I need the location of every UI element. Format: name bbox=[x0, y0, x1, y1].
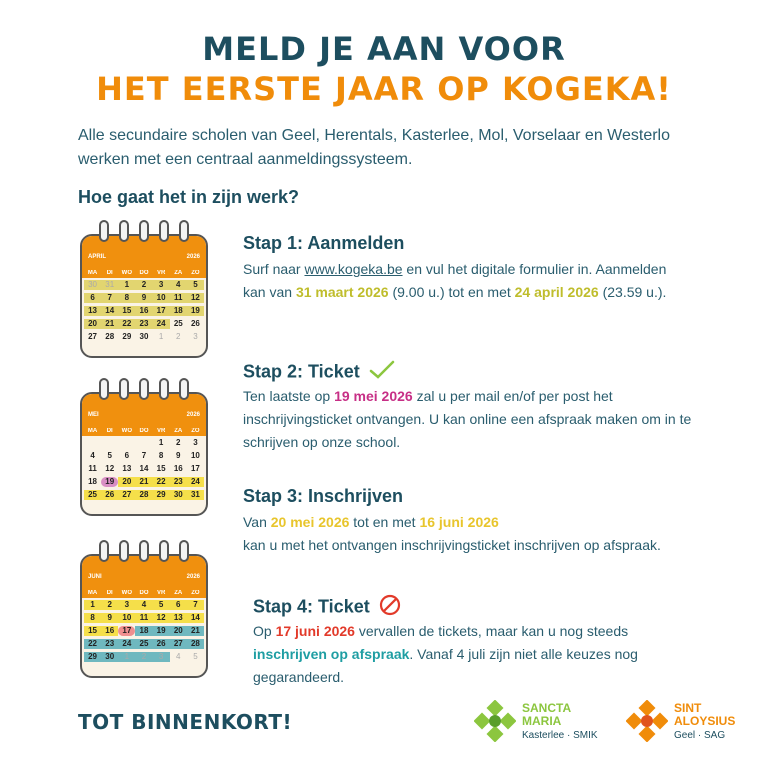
calendar-weekday: MA bbox=[87, 270, 98, 276]
calendar-weekday: DI bbox=[106, 428, 113, 434]
step4-text-b: vervallen de tickets, maar kan u nog steeds bbox=[354, 623, 629, 639]
calendar-day: 14 bbox=[101, 306, 118, 316]
calendar-weekday: MA bbox=[87, 428, 98, 434]
calendar-day: 8 bbox=[84, 613, 101, 623]
calendar-day: 18 bbox=[88, 477, 98, 486]
calendar-day: 29 bbox=[122, 332, 132, 341]
step3-text-c: kan u met het ontvangen inschrijvingsticket inschrijven op afspraak. bbox=[243, 537, 661, 553]
step3-text-b: tot en met bbox=[349, 514, 420, 530]
calendar-day: 17 bbox=[153, 306, 170, 316]
calendar-day: 1 bbox=[118, 280, 135, 290]
step4-text-a: Op bbox=[253, 623, 276, 639]
step4-text bbox=[253, 620, 673, 689]
calendar-day: 7 bbox=[187, 600, 204, 610]
step1-date-end: 24 april 2026 bbox=[514, 284, 599, 300]
calendar-day: 21 bbox=[135, 477, 152, 487]
calendar-day: 4 bbox=[176, 652, 181, 661]
calendar-day: 25 bbox=[173, 319, 183, 328]
calendar-day: 9 bbox=[176, 451, 181, 460]
calendar-year: 2026 bbox=[186, 574, 200, 580]
calendar-weekday: VR bbox=[156, 590, 166, 596]
calendar-day: 3 bbox=[153, 280, 170, 290]
calendar-day: 17 bbox=[118, 626, 135, 636]
calendar-weekday: WO bbox=[121, 270, 133, 276]
calendar-day: 19 bbox=[187, 306, 204, 316]
calendar-ring-icon bbox=[99, 220, 109, 242]
calendar-day: 25 bbox=[84, 490, 101, 500]
calendar-day: 6 bbox=[170, 600, 187, 610]
calendar-weekday: ZA bbox=[174, 590, 183, 596]
logo-sint-aloysius bbox=[626, 700, 735, 742]
calendar-day: 8 bbox=[118, 293, 135, 303]
calendar-day: 26 bbox=[101, 490, 118, 500]
calendar-month: MEI bbox=[88, 412, 99, 418]
calendar-day: 2 bbox=[135, 652, 152, 662]
logo1-sub: Kasterlee · SMIK bbox=[522, 729, 598, 741]
calendar-weekday: WO bbox=[121, 428, 133, 434]
logo1-line1: SANCTA bbox=[522, 700, 572, 715]
calendar-day: 15 bbox=[156, 464, 166, 473]
title-line-1: MELD JE AAN VOOR bbox=[202, 30, 566, 68]
calendar-day: 1 bbox=[84, 600, 101, 610]
calendar-day bbox=[135, 438, 152, 448]
calendar-day: 22 bbox=[153, 477, 170, 487]
calendar-weekday: DO bbox=[139, 590, 149, 596]
closing-text: TOT BINNENKORT! bbox=[78, 710, 293, 734]
calendar-year: 2026 bbox=[186, 254, 200, 260]
calendar-ring-icon bbox=[119, 540, 129, 562]
calendar-day: 21 bbox=[101, 319, 118, 329]
calendar-ring-icon bbox=[119, 220, 129, 242]
calendar-day: 10 bbox=[118, 613, 135, 623]
step3-text bbox=[243, 511, 713, 557]
calendar-day: 30 bbox=[84, 280, 101, 290]
calendar-page bbox=[80, 234, 208, 358]
calendar-day: 22 bbox=[84, 639, 101, 649]
calendar-rings bbox=[80, 220, 208, 244]
calendar-day: 22 bbox=[118, 319, 135, 329]
step1-text bbox=[243, 258, 673, 304]
calendar-day: 3 bbox=[153, 652, 170, 662]
calendar-day: 21 bbox=[187, 626, 204, 636]
step1-text-a: Surf naar bbox=[243, 261, 305, 277]
calendar-weekday: DI bbox=[106, 270, 113, 276]
calendar-day: 16 bbox=[101, 626, 118, 636]
calendar-ring-icon bbox=[119, 378, 129, 400]
sancta-maria-logo-icon bbox=[474, 700, 516, 742]
calendar-day: 8 bbox=[158, 451, 164, 460]
calendar-ring-icon bbox=[159, 220, 169, 242]
calendar-day: 30 bbox=[139, 332, 149, 341]
calendar-day: 4 bbox=[170, 280, 187, 290]
calendar-month: JUNI bbox=[88, 574, 102, 580]
calendar-day: 16 bbox=[173, 464, 183, 473]
calendar-day: 11 bbox=[170, 293, 187, 303]
calendar-day: 14 bbox=[187, 613, 204, 623]
calendar-weekday: VR bbox=[156, 428, 166, 434]
calendar-day: 4 bbox=[135, 600, 152, 610]
step2-date: 19 mei 2026 bbox=[334, 388, 413, 404]
calendar-day: 24 bbox=[118, 639, 135, 649]
step4-highlight: inschrijven op afspraak bbox=[253, 646, 410, 662]
calendar-ring-icon bbox=[99, 540, 109, 562]
step3-date-end: 16 juni 2026 bbox=[419, 514, 499, 530]
calendar-day: 17 bbox=[190, 464, 200, 473]
step4-text-c: . Vanaf 4 juli zijn niet alle keuzes nog gegarandeerd. bbox=[253, 646, 638, 685]
calendar-weekday: ZA bbox=[174, 428, 183, 434]
calendar-day: 27 bbox=[170, 639, 187, 649]
calendar-day: 7 bbox=[141, 451, 147, 460]
calendar-ring-icon bbox=[179, 220, 189, 242]
calendar-page bbox=[80, 554, 208, 678]
calendar-page bbox=[80, 392, 208, 516]
calendar-day: 18 bbox=[135, 626, 152, 636]
calendar-day: 16 bbox=[135, 306, 152, 316]
calendar-weekday: MA bbox=[87, 590, 98, 596]
calendar-day: 26 bbox=[190, 319, 200, 328]
calendar-day: 30 bbox=[170, 490, 187, 500]
calendar-weekday: ZO bbox=[191, 428, 200, 434]
calendar-day: 23 bbox=[170, 477, 187, 487]
step2-title: Stap 2: Ticket bbox=[243, 361, 360, 382]
calendar-day: 3 bbox=[193, 332, 198, 341]
calendar-day: 3 bbox=[193, 438, 198, 447]
sint-aloysius-logo-icon bbox=[626, 700, 668, 742]
calendar-day: 2 bbox=[101, 600, 118, 610]
calendar-day: 19 bbox=[153, 626, 170, 636]
calendar-days bbox=[82, 598, 206, 662]
calendar-ring-icon bbox=[99, 378, 109, 400]
calendar-day: 30 bbox=[101, 652, 118, 662]
forbidden-icon bbox=[379, 594, 401, 621]
step3-date-start: 20 mei 2026 bbox=[270, 514, 350, 530]
calendar-ring-icon bbox=[179, 540, 189, 562]
calendar-day: 10 bbox=[153, 293, 170, 303]
calendar-day: 31 bbox=[101, 280, 118, 290]
calendar-day: 26 bbox=[153, 639, 170, 649]
title-line-2: HET EERSTE JAAR OP KOGEKA! bbox=[96, 70, 672, 108]
step4-title-row bbox=[253, 594, 401, 621]
calendar-weekday: DO bbox=[139, 270, 149, 276]
logo2-line1: SINT bbox=[674, 700, 702, 715]
calendar-ring-icon bbox=[159, 540, 169, 562]
calendar-day: 14 bbox=[139, 464, 149, 473]
calendar-day: 12 bbox=[187, 293, 204, 303]
calendar-ring-icon bbox=[139, 540, 149, 562]
calendar-day: 20 bbox=[84, 319, 101, 329]
calendar-weekday: VR bbox=[156, 270, 166, 276]
step2-text-b: zal u per mail en/of per post het inschrijvingsticket ontvangen. U kan online een afspraak maken om in te schrijven op onze school. bbox=[243, 388, 692, 450]
calendar-day: 6 bbox=[124, 451, 130, 460]
howto-heading: Hoe gaat het in zijn werk? bbox=[78, 187, 300, 207]
step4-title: Stap 4: Ticket bbox=[253, 596, 370, 617]
calendar-day: 23 bbox=[135, 319, 152, 329]
calendar-day: 2 bbox=[135, 280, 152, 290]
calendar-day: 6 bbox=[84, 293, 101, 303]
calendar-day: 27 bbox=[118, 490, 135, 500]
calendar-day: 15 bbox=[118, 306, 135, 316]
kogeka-link[interactable]: www.kogeka.be bbox=[304, 261, 403, 277]
calendar-day: 9 bbox=[101, 613, 118, 623]
calendar-day: 12 bbox=[105, 464, 115, 473]
calendar-weekdays bbox=[82, 428, 206, 436]
calendar-day: 1 bbox=[158, 332, 164, 341]
logo1-line2: MARIA bbox=[522, 713, 562, 728]
step3-title: Stap 3: Inschrijven bbox=[243, 486, 404, 506]
calendar-weekday: WO bbox=[121, 590, 133, 596]
calendar-day: 29 bbox=[153, 490, 170, 500]
calendar-day: 2 bbox=[176, 332, 181, 341]
check-icon bbox=[369, 360, 395, 385]
calendar-days bbox=[82, 278, 206, 342]
calendar-day: 5 bbox=[153, 600, 170, 610]
step4-date: 17 juni 2026 bbox=[275, 623, 355, 639]
calendar-ring-icon bbox=[139, 220, 149, 242]
calendar-day: 9 bbox=[135, 293, 152, 303]
step2-text bbox=[243, 385, 703, 454]
calendar-day: 31 bbox=[187, 490, 204, 500]
step1-text-b: en vul het digitale formulier in. Aanmelden kan van bbox=[243, 261, 667, 300]
calendar-day: 1 bbox=[158, 438, 164, 447]
calendar-day: 1 bbox=[118, 652, 135, 662]
calendar-day: 28 bbox=[135, 490, 152, 500]
calendar-day: 5 bbox=[193, 652, 198, 661]
calendar-weekday: ZA bbox=[174, 270, 183, 276]
calendar-day: 5 bbox=[107, 451, 112, 460]
calendar-day bbox=[101, 438, 118, 448]
calendar-day: 13 bbox=[84, 306, 101, 316]
calendar-weekday: ZO bbox=[191, 590, 200, 596]
calendar-day: 7 bbox=[101, 293, 118, 303]
step1-text-d: (23.59 u.). bbox=[598, 284, 667, 300]
calendar-day: 11 bbox=[88, 464, 97, 473]
logo2-line2: ALOYSIUS bbox=[674, 713, 736, 728]
calendar-weekdays bbox=[82, 270, 206, 278]
calendar-day: 5 bbox=[187, 280, 204, 290]
calendar-day bbox=[118, 438, 135, 448]
step2-title-row bbox=[243, 360, 395, 385]
calendar-rings bbox=[80, 378, 208, 402]
calendar-day: 28 bbox=[187, 639, 204, 649]
calendar-day: 24 bbox=[187, 477, 204, 487]
calendar-day: 28 bbox=[105, 332, 115, 341]
calendar-day: 12 bbox=[153, 613, 170, 623]
intro-text: Alle secundaire scholen van Geel, Herentals, Kasterlee, Mol, Vorselaar en Westerlo werken met een centraal aanmeldingssysteem. bbox=[78, 127, 671, 168]
calendar-day bbox=[84, 438, 101, 448]
calendar-day: 15 bbox=[84, 626, 101, 636]
calendar-ring-icon bbox=[159, 378, 169, 400]
calendar-day: 19 bbox=[101, 477, 118, 487]
calendar-day: 13 bbox=[170, 613, 187, 623]
calendar-day: 10 bbox=[190, 451, 200, 460]
calendar-weekday: ZO bbox=[191, 270, 200, 276]
calendar-day: 4 bbox=[90, 451, 95, 460]
calendar-ring-icon bbox=[139, 378, 149, 400]
calendar-day: 11 bbox=[135, 613, 152, 623]
calendar-weekday: DO bbox=[139, 428, 149, 434]
calendar-year: 2026 bbox=[186, 412, 200, 418]
logo2-sub: Geel · SAG bbox=[674, 729, 726, 741]
calendar-day: 27 bbox=[88, 332, 98, 341]
calendar-weekdays bbox=[82, 590, 206, 598]
step3-text-a: Van bbox=[243, 514, 271, 530]
calendar-day: 20 bbox=[170, 626, 187, 636]
calendar-day: 25 bbox=[135, 639, 152, 649]
step1-text-c: (9.00 u.) tot en met bbox=[388, 284, 515, 300]
calendar-day: 3 bbox=[118, 600, 135, 610]
calendar-month: APRIL bbox=[88, 254, 106, 260]
calendar-day: 18 bbox=[170, 306, 187, 316]
calendar-weekday: DI bbox=[106, 590, 113, 596]
calendar-day: 23 bbox=[101, 639, 118, 649]
calendar-day: 24 bbox=[153, 319, 170, 329]
step2-text-a: Ten laatste op bbox=[243, 388, 335, 404]
step1-title: Stap 1: Aanmelden bbox=[243, 233, 405, 253]
calendar-day: 20 bbox=[118, 477, 135, 487]
calendar-rings bbox=[80, 540, 208, 564]
calendar-days bbox=[82, 436, 206, 500]
calendar-day: 13 bbox=[122, 464, 132, 473]
step1-date-start: 31 maart 2026 bbox=[295, 284, 389, 300]
logo-sancta-maria bbox=[474, 700, 598, 742]
calendar-ring-icon bbox=[179, 378, 189, 400]
calendar-day: 2 bbox=[176, 438, 181, 447]
calendar-day: 29 bbox=[84, 652, 101, 662]
